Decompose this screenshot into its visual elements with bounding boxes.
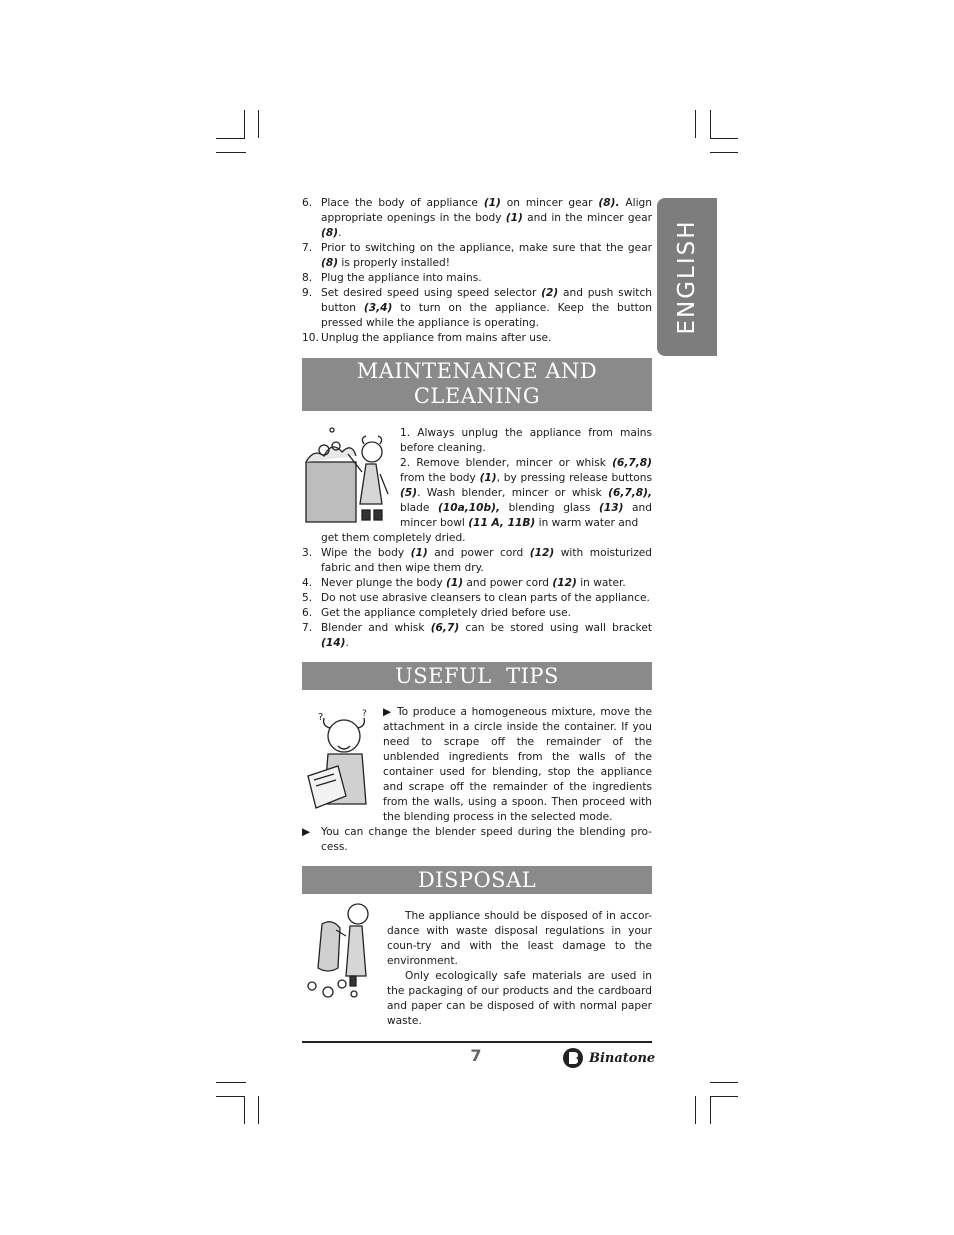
list-item: 9. Set desired speed using speed selector (2) and push switch button (3,4) to turn on the appliance. Keep the button pressed while the appliance is operating.: [302, 287, 652, 329]
tip-2: ▶ You can change the blender speed during the blending pro-cess.: [302, 826, 652, 853]
crop-mark: [258, 1096, 259, 1124]
list-item: 6. Place the body of appliance (1) on mincer gear (8). Align appropriate openings in the body (1) and in the mincer gear (8).: [302, 197, 653, 239]
disposal-para-2: Only ecologically safe materials are used in the packaging of our products and the cardboard and paper can be disposed of with normal paper waste.: [387, 970, 652, 1027]
tips-text: [302, 705, 652, 855]
list-item: 8. Plug the appliance into mains.: [302, 272, 482, 284]
crop-mark: [244, 1096, 245, 1124]
bullet-arrow-icon: ▶: [383, 706, 393, 718]
maintenance-heading: MAINTENANCE AND CLEANING: [302, 358, 652, 411]
crop-mark: [216, 1096, 245, 1097]
crop-mark: [216, 1082, 246, 1083]
crop-mark: [695, 110, 696, 138]
brand-logo: [562, 1046, 655, 1070]
crop-mark: [710, 1082, 738, 1083]
maintenance-item-1: 1. Always unplug the appliance from mains before cleaning.: [400, 427, 652, 454]
disposal-para-1: The appliance should be disposed of in accor-dance with waste disposal regulations in your coun-try and with the least damage to the environment.: [387, 910, 652, 967]
crop-mark: [710, 110, 711, 138]
list-item: 5. Do not use abrasive cleansers to clean parts of the appliance.: [302, 592, 650, 604]
crop-mark: [710, 152, 738, 153]
list-item: 4. Never plunge the body (1) and power cord (12) in water.: [302, 577, 626, 589]
svg-text:?: ?: [362, 709, 367, 719]
page-number: 7: [470, 1046, 482, 1065]
bullet-arrow-icon: ▶: [302, 826, 311, 838]
list-item: 7. Blender and whisk (6,7) can be stored using wall bracket (14).: [302, 622, 652, 649]
list-item: 10. Unplug the appliance from mains after use.: [302, 332, 552, 344]
crop-mark: [216, 152, 246, 153]
crop-mark: [695, 1096, 696, 1124]
brand-logo-icon: [562, 1047, 588, 1069]
svg-text:?: ?: [318, 712, 324, 723]
maintenance-item-2: 2. Remove blender, mincer or whisk (6,7,8) from the body (1), by pressing release buttons (5). Wash blender, mincer or whisk (6,7,8), blade (10a,10b), blending glass (13) and mincer bowl (11 A, 11B) in warm water and: [400, 457, 652, 529]
footer-rule: [302, 1041, 652, 1043]
crop-mark: [710, 1096, 711, 1124]
list-item: 7. Prior to switching on the appliance, make sure that the gear (8) is properly installed!: [302, 242, 652, 269]
crop-mark: [258, 110, 259, 138]
tip-1: ▶ To produce a homogeneous mixture, move the attachment in a circle inside the container. If you need to scrape off the remainder of the unblended ingredients from the walls of the container used for blending, stop the appliance and scrape off the remainder of the ingredients from the walls, using a spoon. Then proceed with the blending process in the selected mode.: [383, 706, 652, 823]
language-tab-label: ENGLISH: [674, 219, 700, 335]
disposal-text: [302, 909, 652, 1029]
crop-mark: [710, 138, 738, 139]
crop-mark: [710, 1096, 738, 1097]
crop-mark: [244, 110, 245, 138]
crop-mark: [216, 138, 245, 139]
useful-tips-heading: USEFUL TIPS: [302, 662, 652, 690]
disposal-heading: DISPOSAL: [302, 866, 652, 894]
list-item: 3. Wipe the body (1) and power cord (12) with moisturized fabric and then wipe them dry.: [302, 547, 652, 574]
list-item: 6. Get the appliance completely dried before use.: [302, 607, 572, 619]
language-tab: [657, 198, 717, 356]
brand-name: Binatone: [589, 1050, 656, 1066]
maintenance-text: 1. Always unplug the appliance from mains before cleaning. 2. Remove blender, mincer or whisk (6,7,8) from the body (1), by pressing release buttons (5). Wash blender, mincer or whisk (6,7,8), blade (10a,10b), blending glass (13) and mincer bowl (11 A, 11B) in warm water and get them completely dried. 3. Wipe the body (1) and power cord (12) with moisturized fabric and then wipe them dry. 4. Never plunge the body (1) and power cord (12) in water. 5. Do not use abrasive cleansers to clean parts of the appliance. 6. Get the appliance completely dried before use. 7. Blender and whisk (6,7) can be stored using wall bracket (14).: [302, 427, 652, 649]
intro-list: [302, 196, 652, 346]
